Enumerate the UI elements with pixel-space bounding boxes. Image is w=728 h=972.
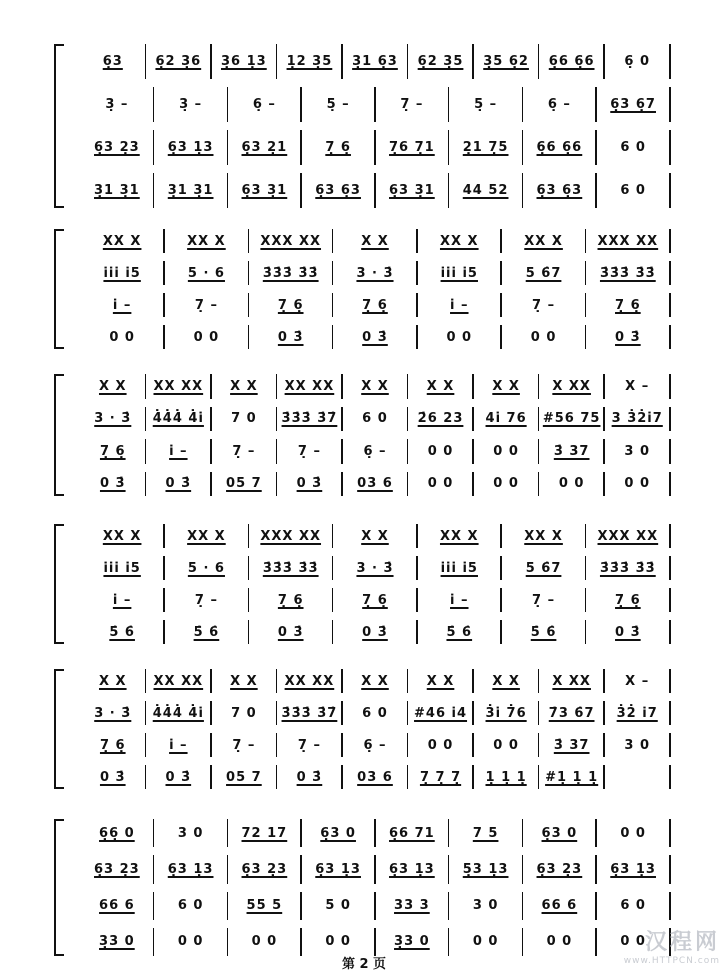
measure: i̇i̇i̇ i̇5: [103, 560, 141, 576]
measure: XX XX: [153, 378, 204, 394]
measure: 0 3̇: [362, 624, 388, 640]
measure: 3̇3̇3̇ 3̇7̇: [281, 705, 338, 721]
barline: [669, 588, 671, 612]
measure: 6̣ –: [363, 737, 387, 753]
measure: XX XX: [153, 673, 204, 689]
measure: X X: [98, 673, 127, 689]
measure: 3 · 3̇: [356, 265, 394, 281]
system-brace: [54, 669, 64, 789]
measure: 0 0: [193, 329, 220, 345]
measure: 7̣ 6̣: [99, 443, 126, 459]
measure: 6̣6 6̣6: [548, 54, 595, 69]
measure: 3̇3̇3̇ 3̇7̇: [281, 411, 338, 427]
barline: [669, 855, 671, 883]
measure: 3 0: [177, 825, 204, 841]
barline: [669, 524, 671, 548]
measure: XXX XX: [260, 528, 322, 544]
measure: 3̣5 6̣2: [483, 54, 529, 69]
measure: X –: [625, 673, 650, 689]
measure: XX X: [439, 233, 479, 249]
measure: 05 7: [226, 476, 262, 492]
staff-line: [80, 40, 670, 83]
measure: 5 · 6: [187, 265, 225, 281]
measure: 3 3̇2̇i̇7: [611, 411, 663, 427]
measure: 3̣3 0: [394, 934, 430, 950]
measure: #56 75: [542, 411, 601, 427]
measure: XXX XX: [597, 528, 659, 544]
staff-line: [80, 126, 670, 169]
measure: 03 6: [357, 769, 393, 785]
measure: XX XX: [284, 673, 335, 689]
measure: X X: [361, 528, 389, 544]
measure: X XX: [552, 378, 591, 394]
measure: 7̣ 6̣: [277, 297, 304, 313]
measure: 5̇ 6̇: [193, 624, 220, 640]
measure: 0 0: [446, 329, 473, 345]
measure: X X: [361, 673, 389, 689]
measure: 3̣3 0: [99, 934, 135, 950]
measure: 7̣ –: [297, 443, 321, 459]
score-system: [60, 815, 670, 960]
measure: 4i̇ 76: [485, 411, 527, 427]
measure: 66 6: [99, 898, 135, 914]
measure: 0 0: [558, 476, 585, 492]
measure: 0 3̇: [296, 476, 323, 492]
page-number: 第 2 页: [341, 957, 387, 972]
measure: 6̣6 71: [389, 825, 435, 841]
measure: 3̣1 3̣1: [94, 183, 140, 198]
measure: 3̣6 1̣3: [221, 54, 267, 69]
system-brace: [54, 374, 64, 496]
measure: 5 6̇7: [525, 265, 562, 281]
measure: XX XX: [284, 378, 335, 394]
staff-line: [80, 435, 670, 468]
barline: [669, 556, 671, 580]
barline: [669, 620, 671, 644]
system-brace: [54, 229, 64, 349]
measure: 6̣3 2̣3: [536, 861, 583, 877]
score-system: [60, 40, 670, 212]
measure: XX X: [187, 233, 226, 249]
system-brace: [54, 524, 64, 644]
measure: 44 52: [462, 183, 509, 198]
measure: 33 3: [394, 898, 430, 914]
measure: X X: [426, 673, 455, 689]
barline: [669, 407, 671, 432]
staff-line: [80, 851, 670, 887]
barline: [669, 765, 671, 789]
watermark: [624, 925, 720, 966]
barline: [669, 374, 671, 399]
staff-line: [80, 370, 670, 403]
measure: 6̣2 3̣5: [417, 54, 464, 69]
measure: 0 3̇: [362, 329, 388, 345]
measure: i̇i̇i̇ i̇5: [440, 560, 478, 576]
measure: 5̇ 6̇: [530, 624, 557, 640]
barline: [669, 701, 671, 725]
measure: 6 0: [362, 705, 388, 721]
measure: 7̇3 6̇7: [548, 705, 595, 721]
measure: 6̣3 2̣1: [241, 140, 288, 155]
measure: X –: [625, 378, 650, 394]
measure: 0 0: [620, 825, 646, 841]
measure: 7̣ 7̣ 7̣: [419, 769, 462, 785]
measure: 6 0: [620, 140, 646, 155]
measure: 6̣3 6̣7: [610, 97, 656, 112]
measure: 7̣ –: [532, 592, 556, 608]
measure: 66 6: [541, 898, 578, 914]
measure: 7 0: [231, 705, 257, 721]
barline: [669, 472, 671, 497]
staff-line: [80, 468, 670, 501]
measure: i̇ –: [112, 592, 132, 608]
measure: 6̣3: [102, 54, 123, 69]
measure: 5̣3 1̣3: [462, 861, 509, 877]
measure: 0 0: [251, 934, 278, 950]
measure: X X: [426, 378, 455, 394]
measure: 0 0: [530, 329, 557, 345]
measure: X X: [98, 378, 127, 394]
staff-line: [80, 520, 670, 552]
barline: [669, 819, 671, 847]
measure: 7̣ 6̣: [277, 592, 304, 608]
measure: 3̇ 37: [553, 443, 590, 459]
measure: XX X: [102, 528, 142, 544]
watermark-text: 汉程网: [644, 930, 720, 955]
measure: 6 0: [177, 898, 204, 914]
measure: 7 0: [231, 411, 257, 427]
measure: 6̣3 1̣3: [167, 140, 214, 155]
staff-line: [80, 83, 670, 126]
barline: [669, 87, 671, 122]
measure: XXX XX: [260, 233, 322, 249]
barline: [669, 173, 671, 208]
measure: 3̣1 3̣1: [167, 183, 214, 198]
measure: 7̣ 6̣: [362, 592, 388, 608]
measure: 6̣3 1̣3: [167, 861, 214, 877]
measure: [604, 761, 670, 793]
measure: 4̇4̇4̇ 4̇i̇: [152, 411, 204, 427]
measure: 3 0: [624, 443, 651, 459]
score-system: [60, 520, 670, 648]
measure: 1̣2 3̣5: [286, 54, 333, 69]
measure: 3̇3̇3̇ 3̇3̇: [262, 560, 319, 576]
measure: 3 · 3̇: [94, 705, 132, 721]
measure: 6 0: [362, 411, 388, 427]
measure: #1̣ 1̣ 1̣: [545, 769, 599, 785]
measure: 7̣ –: [232, 737, 256, 753]
measure: 3̇3̇3̇ 3̇3̇: [262, 265, 319, 281]
measure: 0 0: [493, 476, 519, 492]
measure: 6̣6̣ 0: [99, 825, 135, 841]
measure: X X: [230, 378, 258, 394]
measure: 7̣ –: [232, 443, 256, 459]
measure: 3̇ 37: [553, 737, 590, 753]
measure: 3̇3̇3̇ 3̇3̇: [599, 265, 656, 281]
barline: [669, 293, 671, 317]
watermark-url: www.HTTPCN.com: [623, 956, 720, 966]
measure: 0 3̇: [296, 769, 323, 785]
measure: 2̣1 7̣5: [462, 140, 509, 155]
measure: 0 0: [427, 443, 454, 459]
measure: 5̣ –: [474, 97, 498, 112]
measure: 0 0: [325, 934, 351, 950]
measure: XX X: [102, 233, 142, 249]
barline: [669, 130, 671, 165]
measure: 05 7: [226, 769, 262, 785]
measure: 0 0: [620, 934, 646, 950]
measure: 0 0: [624, 476, 651, 492]
measure: 3̣ –: [105, 97, 129, 112]
measure: 0 0: [546, 934, 573, 950]
measure: 6̣3 2̣3: [94, 861, 140, 877]
measure: 3 · 3̇: [356, 560, 394, 576]
measure: 0 3̇: [277, 329, 304, 345]
measure: 7̣ 6̣: [99, 737, 126, 753]
measure: 7̣ –: [194, 592, 218, 608]
barline: [669, 669, 671, 693]
barline: [669, 44, 671, 79]
staff-line: [80, 729, 670, 761]
measure: 6̣3 1̣3: [389, 861, 435, 877]
measure: 6̣3 0: [541, 825, 578, 841]
measure: 0 3̇: [165, 769, 192, 785]
measure: X X: [361, 378, 389, 394]
score-system: [60, 665, 670, 793]
measure: 6 0: [620, 183, 646, 198]
measure: XXX XX: [597, 233, 659, 249]
measure: i̇ –: [450, 592, 469, 608]
staff-line: [80, 697, 670, 729]
measure: XX X: [439, 528, 479, 544]
barline: [669, 229, 671, 253]
measure: X X: [492, 673, 520, 689]
measure: 6̣3 1̣3: [610, 861, 656, 877]
measure: i̇ –: [450, 297, 469, 313]
measure: 0 3̇: [615, 624, 641, 640]
measure: 3̇3̇3̇ 3̇3̇: [599, 560, 656, 576]
staff-line: [80, 761, 670, 793]
measure: 72 17: [241, 825, 288, 841]
measure: 6̣ –: [252, 97, 276, 112]
barline: [669, 733, 671, 757]
barline: [669, 439, 671, 464]
measure: XX X: [187, 528, 226, 544]
system-brace: [54, 819, 64, 956]
staff-line: [80, 169, 670, 212]
measure: i̇ –: [169, 737, 188, 753]
measure: X X: [492, 378, 520, 394]
measure: i̇ –: [169, 443, 188, 459]
measure: 1̣ 1̣ 1̣: [485, 769, 527, 785]
measure: #46 i̇4: [414, 705, 468, 721]
staff-line: [80, 321, 670, 353]
measure: 0 0: [472, 934, 499, 950]
measure: 0 0: [109, 329, 135, 345]
measure: 6̣3 2̣3: [94, 140, 140, 155]
measure: 3 · 3̇: [94, 411, 132, 427]
staff-line: [80, 584, 670, 616]
measure: 3̇i̇ 7̇6: [485, 705, 527, 721]
measure: i̇i̇i̇ i̇5: [103, 265, 141, 281]
measure: 0 0: [177, 934, 204, 950]
system-brace: [54, 44, 64, 208]
measure: 5 · 6: [187, 560, 225, 576]
staff-line: [80, 225, 670, 257]
measure: 0 0: [493, 737, 519, 753]
measure: 5̇ 6̇: [109, 624, 135, 640]
measure: 7̣ 6̣: [615, 297, 641, 313]
measure: 3 0: [624, 737, 651, 753]
staff-line: [80, 616, 670, 648]
score-system: [60, 370, 670, 500]
measure: 5 6̇7: [525, 560, 562, 576]
measure: 6̣3 6̣3: [315, 183, 361, 198]
measure: 0 0: [427, 476, 454, 492]
measure: X X: [361, 233, 389, 249]
measure: 6̣ –: [363, 443, 387, 459]
measure: 6 0: [620, 898, 646, 914]
measure: 6̣3 3̣1: [389, 183, 435, 198]
measure: 7̣ –: [297, 737, 321, 753]
measure: 6̣ –: [547, 97, 571, 112]
staff-line: [80, 665, 670, 697]
barline: [669, 325, 671, 349]
measure: 0 3̇: [615, 329, 641, 345]
measure: 7̣ 6̣: [362, 297, 388, 313]
measure: 0 0: [427, 737, 454, 753]
staff-line: [80, 257, 670, 289]
measure: 0 3̇: [99, 476, 126, 492]
measure: 5 0: [325, 898, 351, 914]
measure: X X: [230, 673, 258, 689]
measure: 3̇2̇ i̇7: [616, 705, 658, 721]
measure: 7̣ –: [194, 297, 218, 313]
measure: 5̣ –: [326, 97, 350, 112]
measure: 6̣3 1̣3: [315, 861, 361, 877]
measure: 5̇ 6̇: [446, 624, 473, 640]
measure: 6̣2 3̣6: [155, 54, 202, 69]
measure: 4̇4̇4̇ 4̇i̇: [152, 705, 204, 721]
staff-line: [80, 289, 670, 321]
measure: XX X: [524, 528, 563, 544]
staff-line: [80, 552, 670, 584]
measure: i̇i̇i̇ i̇5: [440, 265, 478, 281]
measure: 3̣ –: [179, 97, 203, 112]
measure: 7̣ 6̣: [615, 592, 641, 608]
measure: 6̣6 6̣6: [536, 140, 583, 155]
measure: 03 6: [357, 476, 393, 492]
staff-line: [80, 815, 670, 851]
measure: 6̣3 3̣1: [241, 183, 288, 198]
measure: 7̣ –: [400, 97, 424, 112]
measure: 7̣6 7̣1: [389, 140, 435, 155]
measure: 0 3̇: [165, 476, 192, 492]
staff-line: [80, 888, 670, 924]
score-system: [60, 225, 670, 353]
measure: 3̣1 6̣3: [352, 54, 398, 69]
measure: 7 5: [472, 825, 499, 841]
measure: 6̣3 0: [320, 825, 356, 841]
measure: 7̣ –: [532, 297, 556, 313]
measure: 2̇6 23: [417, 411, 464, 427]
measure: 0 3̇: [277, 624, 304, 640]
measure: 0 0: [493, 443, 519, 459]
barline: [669, 261, 671, 285]
barline: [669, 892, 671, 920]
measure: 0 3̇: [99, 769, 126, 785]
measure: 6̣3 2̣3: [241, 861, 288, 877]
measure: 55 5: [246, 898, 283, 914]
measure: 6̣ 0: [624, 54, 651, 69]
measure: XX X: [524, 233, 563, 249]
measure: 6̣3 6̣3: [536, 183, 583, 198]
staff-line: [80, 403, 670, 436]
measure: 7̣ 6̣: [325, 140, 351, 155]
measure: X XX: [552, 673, 591, 689]
measure: 3 0: [472, 898, 499, 914]
measure: i̇ –: [112, 297, 132, 313]
